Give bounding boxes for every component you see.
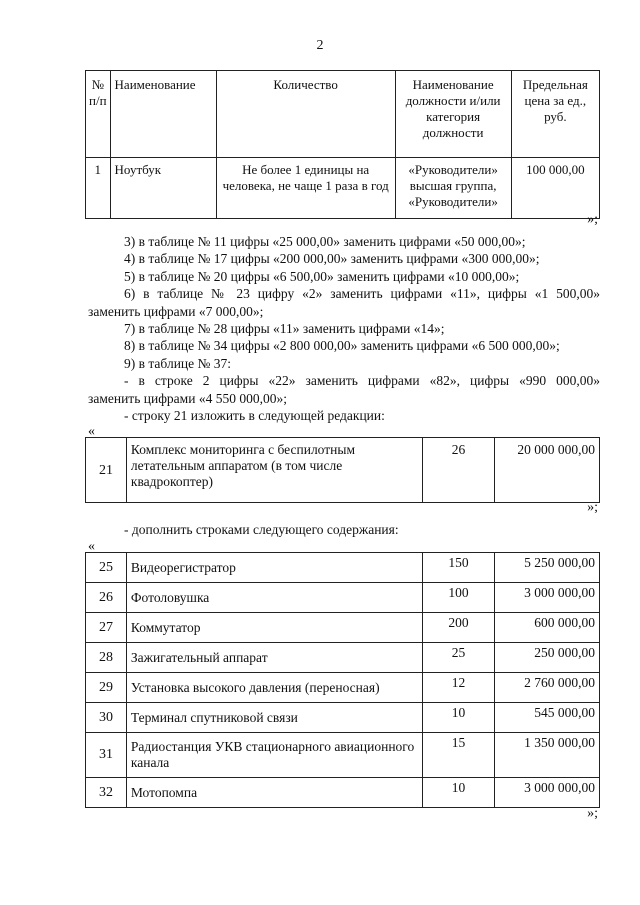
cell-number: 1 — [86, 158, 111, 219]
paragraph: - строку 21 изложить в следующей редакции: — [124, 408, 385, 424]
cell-name: Видеорегистратор — [126, 553, 422, 583]
paragraph: заменить цифрами «7 000,00»; — [88, 303, 264, 319]
cell-price: 600 000,00 — [495, 613, 600, 643]
table-row21 — [85, 437, 600, 503]
cell-number: 25 — [86, 553, 127, 583]
cell-quantity: 150 — [422, 553, 495, 583]
cell-name: Комплекс мониторинга с беспилотным летательным аппаратом (в том числе квадрокоптер) — [126, 438, 422, 503]
cell-name: Фотоловушка — [126, 583, 422, 613]
cell-price: 3 000 000,00 — [495, 583, 600, 613]
cell-name: Радиостанция УКВ стационарного авиационного канала — [126, 733, 422, 778]
cell-name: Установка высокого давления (переносная) — [126, 673, 422, 703]
table-header-row — [86, 71, 600, 158]
cell-number: 27 — [86, 613, 127, 643]
cell-quantity: 12 — [422, 673, 495, 703]
cell-position: «Руководители» высшая группа, «Руководители» — [395, 158, 511, 219]
paragraph: - в строке 2 цифры «22» заменить цифрами «82», цифры «990 000,00» — [124, 373, 600, 389]
closing-quote: »; — [587, 500, 598, 515]
table-row — [86, 158, 600, 219]
cell-quantity: 10 — [422, 778, 495, 808]
paragraph: 7) в таблице № 28 цифры «11» заменить цифрами «14»; — [124, 321, 445, 337]
cell-quantity: 15 — [422, 733, 495, 778]
add-rows-intro — [88, 521, 600, 538]
table-row — [86, 583, 600, 613]
paragraph: 8) в таблице № 34 цифры «2 800 000,00» заменить цифрами «6 500 000,00»; — [124, 338, 560, 354]
closing-quote: »; — [587, 212, 598, 227]
cell-price: 545 000,00 — [495, 703, 600, 733]
header-price: Предельная цена за ед., руб. — [511, 71, 599, 158]
paragraph: 9) в таблице № 37: — [124, 355, 232, 371]
cell-price: 2 760 000,00 — [495, 673, 600, 703]
cell-quantity: 200 — [422, 613, 495, 643]
cell-name: Терминал спутниковой связи — [126, 703, 422, 733]
cell-name: Мотопомпа — [126, 778, 422, 808]
cell-price: 1 350 000,00 — [495, 733, 600, 778]
table-row — [86, 438, 600, 503]
paragraph: 4) в таблице № 17 цифры «200 000,00» заменить цифрами «300 000,00»; — [124, 251, 540, 267]
cell-name: Коммутатор — [126, 613, 422, 643]
cell-number: 32 — [86, 778, 127, 808]
table-row — [86, 733, 600, 778]
header-name: Наименование — [110, 71, 216, 158]
cell-number: 31 — [86, 733, 127, 778]
paragraph: 6) в таблице № 23 цифру «2» заменить цифрами «11», цифры «1 500,00» — [124, 286, 600, 302]
paragraph: - дополнить строками следующего содержания: — [124, 522, 399, 537]
cell-price: 5 250 000,00 — [495, 553, 600, 583]
amendment-paragraphs — [88, 233, 600, 424]
table-row — [86, 553, 600, 583]
cell-price: 250 000,00 — [495, 643, 600, 673]
table-row — [86, 613, 600, 643]
cell-number: 26 — [86, 583, 127, 613]
header-position: Наименование должности и/или категория должности — [395, 71, 511, 158]
table-row — [86, 703, 600, 733]
cell-quantity: Не более 1 единицы на человека, не чаще 1 раза в год — [216, 158, 395, 219]
paragraph: заменить цифрами «4 550 000,00»; — [88, 390, 287, 406]
cell-quantity: 26 — [422, 438, 495, 503]
header-quantity: Количество — [216, 71, 395, 158]
cell-quantity: 25 — [422, 643, 495, 673]
closing-quote: »; — [587, 806, 598, 821]
table-row — [86, 643, 600, 673]
paragraph: 5) в таблице № 20 цифры «6 500,00» заменить цифрами «10 000,00»; — [124, 268, 520, 284]
header-number: № п/п — [86, 71, 111, 158]
table-row — [86, 673, 600, 703]
table-row — [86, 778, 600, 808]
cell-price: 100 000,00 — [511, 158, 599, 219]
cell-number: 28 — [86, 643, 127, 673]
cell-price: 3 000 000,00 — [495, 778, 600, 808]
page-number: 2 — [316, 38, 324, 53]
cell-name: Зажигательный аппарат — [126, 643, 422, 673]
table-laptop — [85, 70, 600, 219]
table-added-rows — [85, 552, 600, 808]
cell-quantity: 100 — [422, 583, 495, 613]
cell-number: 21 — [86, 438, 127, 503]
cell-quantity: 10 — [422, 703, 495, 733]
opening-quote: « — [88, 424, 95, 439]
cell-name: Ноутбук — [110, 158, 216, 219]
cell-price: 20 000 000,00 — [495, 438, 600, 503]
cell-number: 29 — [86, 673, 127, 703]
cell-number: 30 — [86, 703, 127, 733]
opening-quote: « — [88, 539, 95, 554]
paragraph: 3) в таблице № 11 цифры «25 000,00» заменить цифрами «50 000,00»; — [124, 234, 526, 249]
